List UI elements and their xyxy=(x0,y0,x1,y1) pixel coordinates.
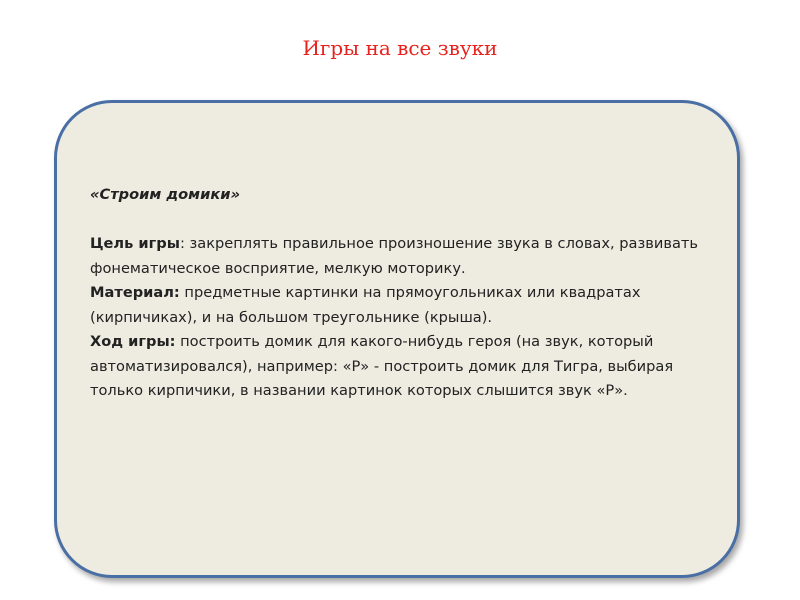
procedure-text: построить домик для какого-нибудь героя (на звук, который автоматизировался), например: «Р» - построить домик для Тигра, выбирая только кирпичики, в названии картинок которых слышится звук «Р». xyxy=(90,333,674,399)
content-card xyxy=(54,100,740,578)
material-text: предметные картинки на прямоугольниках или квадратах (кирпичиках), и на большом треугольнике (крыша). xyxy=(90,284,641,326)
material-label: Материал: xyxy=(90,284,180,301)
procedure-label: Ход игры: xyxy=(90,333,176,350)
card-text xyxy=(90,183,730,404)
slide-title: Игры на все звуки xyxy=(302,36,498,60)
goal-paragraph xyxy=(90,232,730,281)
spacer xyxy=(90,208,730,233)
material-paragraph xyxy=(90,281,730,330)
goal-label: Цель игры xyxy=(90,235,180,252)
game-title: «Строим домики» xyxy=(90,186,240,203)
procedure-paragraph xyxy=(90,330,730,404)
goal-text: : закреплять правильное произношение звука в словах, развивать фонематическое восприятие, мелкую моторику. xyxy=(90,235,698,277)
